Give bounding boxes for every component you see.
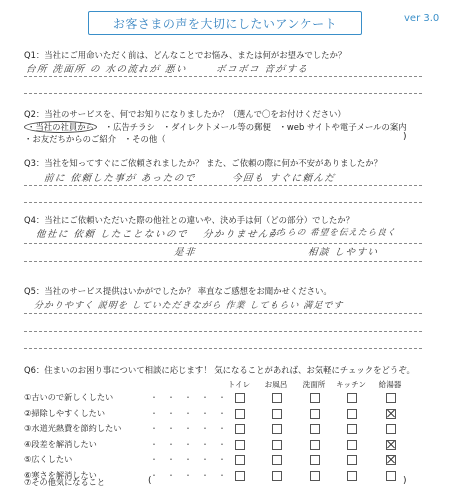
q6-checkbox-unchecked[interactable] (272, 455, 282, 465)
q4-answer-line1-part3: こちらの 希望を伝えたら良く (267, 228, 397, 238)
q6-other-close-paren: ) (403, 476, 407, 486)
q4-answer-line1-part1: 他社に 依頼 したことないので (35, 229, 189, 240)
col-bath: お風呂 (264, 380, 288, 389)
col-kitchen: キッチン (336, 380, 366, 389)
q3-answer-line-2 (24, 202, 422, 203)
q2-options-line1 (24, 121, 407, 133)
q6-checkbox-unchecked[interactable] (235, 409, 245, 419)
q5-question: Q5：当社のサービス提供はいかがでしたか？ 率直なご感想をお聞かせください。 (24, 286, 332, 296)
q6-checkbox-unchecked[interactable] (272, 471, 282, 481)
q6-checkbox-checked[interactable] (386, 440, 396, 450)
q5-answer: 分かりやすく 説明を していただきながら 作業 してもらい 満足です (33, 301, 344, 311)
q6-checkbox-unchecked[interactable] (235, 424, 245, 434)
q6-row-dots: ・・・・・ (150, 408, 235, 418)
q6-checkbox-unchecked[interactable] (310, 393, 320, 403)
q6-checkbox-unchecked[interactable] (310, 424, 320, 434)
q6-checkbox-unchecked[interactable] (347, 471, 357, 481)
q6-row-dots: ・・・・・ (150, 455, 235, 464)
q4-answer-line1-part2: 分かりませんが (202, 229, 281, 240)
q6-other-open-paren: ( (148, 476, 152, 486)
q6-checkbox-unchecked[interactable] (386, 393, 396, 403)
q1-answer-part1: 台所 洗面所 の 水の流れが 悪い (25, 64, 188, 75)
col-water-heater: 給湯器 (378, 380, 402, 389)
q4-answer-line2-part1: 是非 (173, 247, 197, 258)
q6-question: Q6：住まいのお困り事について相談に応じます！ 気になることがあれば、お気軽にチェックをどうぞ。 (24, 365, 415, 375)
q3-answer-part2: 今回も すぐに頼んだ (231, 173, 336, 184)
q2-options-line2 (24, 133, 166, 145)
q6-other-label: ⑦その他気になること (24, 477, 106, 487)
q1-answer-line-1 (24, 76, 422, 77)
q6-checkbox-unchecked[interactable] (235, 440, 245, 450)
q2-option-flyer[interactable]: ・広告チラシ (104, 122, 155, 132)
q6-row-dots: ・・・・・ (150, 470, 235, 480)
q6-row-dots: ・・・・・ (150, 393, 235, 402)
q4-answer-line2-part2: 相談 しやすい (307, 247, 379, 258)
q6-row-label: ⑤広くしたい (24, 454, 73, 464)
q2-option-direct-mail[interactable]: ・ダイレクトメール等の郵便 (162, 122, 271, 132)
q6-checkbox-unchecked[interactable] (347, 455, 357, 465)
q2-option-other[interactable]: ・その他（ (123, 134, 166, 144)
q5-answer-line-3 (24, 348, 422, 349)
q6-row-label: ④段差を解消したい (24, 438, 97, 449)
q6-row-label: ③水道光熱費を節約したい (24, 423, 122, 433)
q6-checkbox-unchecked[interactable] (347, 393, 357, 403)
q6-checkbox-unchecked[interactable] (347, 424, 357, 434)
q6-checkbox-unchecked[interactable] (310, 409, 320, 419)
q6-checkbox-unchecked[interactable] (235, 455, 245, 465)
q6-checkbox-unchecked[interactable] (386, 424, 396, 434)
q6-checkbox-unchecked[interactable] (235, 471, 245, 481)
q6-checkbox-unchecked[interactable] (235, 393, 245, 403)
q6-row-label: ⑥寒さを解消したい (24, 469, 97, 480)
q3-answer-part1: 前に 依頼した事が あったので (43, 173, 197, 184)
version-label: ver 3.0 (404, 13, 440, 24)
survey-title: お客さまの声を大切にしたいアンケート (88, 11, 362, 35)
q6-row-label: ②掃除しやすくしたい (24, 407, 106, 418)
q6-checkbox-unchecked[interactable] (272, 409, 282, 419)
q2-option-friend[interactable]: ・お友だちからのご紹介 (24, 134, 117, 144)
q2-option-web[interactable]: ・web サイトや電子メールの案内 (278, 122, 407, 132)
q6-checkbox-unchecked[interactable] (347, 440, 357, 450)
q6-checkbox-unchecked[interactable] (386, 471, 396, 481)
col-toilet: トイレ (227, 380, 251, 389)
q6-checkbox-unchecked[interactable] (347, 409, 357, 419)
q6-row-dots: ・・・・・ (150, 439, 235, 449)
q1-answer-part2: ボコボコ 音がする (215, 64, 309, 75)
q6-checkbox-unchecked[interactable] (272, 440, 282, 450)
q1-question: Q1：当社にご用命いただく前は、どんなことでお悩み、または何がお望みでしたか？ (24, 50, 347, 60)
q3-answer-line-1 (24, 185, 422, 186)
q6-checkbox-checked[interactable] (386, 409, 396, 419)
q6-checkbox-unchecked[interactable] (272, 393, 282, 403)
q6-checkbox-checked[interactable] (386, 455, 396, 465)
q3-question: Q3：当社を知ってすぐにご依頼されましたか？ また、ご依頼の際に何か不安がありましたか？ (24, 158, 382, 168)
col-washroom: 洗面所 (302, 380, 326, 389)
q1-answer-line-2 (24, 93, 422, 94)
q6-row-label: ①古いので新しくしたい (24, 392, 114, 402)
q6-row-dots: ・・・・・ (150, 424, 235, 433)
q6-checkbox-unchecked[interactable] (310, 455, 320, 465)
q6-checkbox-unchecked[interactable] (310, 471, 320, 481)
q2-other-close-paren: ) (403, 132, 407, 142)
q4-question: Q4：当社にご依頼いただいた際の他社との違いや、決め手は何（どの部分）でしたか？ (24, 215, 354, 225)
q2-option-staff-selected[interactable]: ・当社の社員から (24, 121, 97, 133)
q4-answer-line-2 (24, 261, 422, 262)
q5-answer-line-2 (24, 331, 422, 332)
q5-answer-line-1 (24, 313, 422, 314)
q6-checkbox-unchecked[interactable] (272, 424, 282, 434)
q6-checkbox-unchecked[interactable] (310, 440, 320, 450)
q2-question: Q2：当社のサービスを、何でお知りになりましたか？（選んで〇をお付けください） (24, 109, 346, 119)
